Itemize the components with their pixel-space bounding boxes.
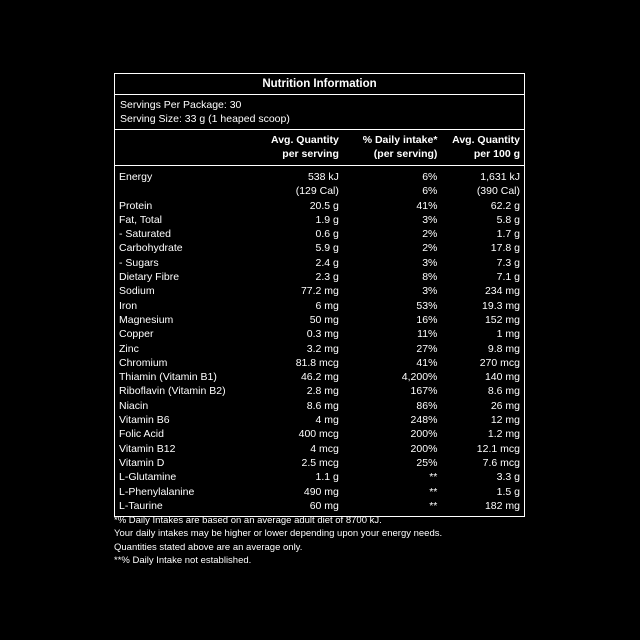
daily-intake-value: 86%	[416, 399, 438, 412]
daily-intake-value: 200%	[410, 428, 438, 441]
per-100g-value: 62.2 g	[490, 199, 520, 212]
per-serving-value: 2.3 g	[315, 271, 339, 284]
header-daily-intake-line1: % Daily intake*	[362, 134, 438, 146]
per-100g-value: 7.3 g	[496, 256, 520, 269]
per-100g-value: 7.1 g	[496, 271, 520, 284]
daily-intake-value: 200%	[410, 442, 438, 455]
per-serving-value: 2.4 g	[315, 256, 339, 269]
per-serving-value: 4 mg	[315, 414, 339, 427]
daily-intake-value: 2%	[422, 228, 438, 241]
nutrient-name: Fat, Total	[119, 213, 162, 226]
per-100g-value: 182 mg	[484, 499, 520, 512]
table-row	[119, 356, 520, 370]
table-row	[119, 470, 520, 484]
nutrient-name: Thiamin (Vitamin B1)	[119, 371, 217, 384]
header-per-100g	[437, 133, 520, 161]
per-serving-value: 1.9 g	[315, 213, 339, 226]
per-100g-value: 1.2 mg	[487, 428, 520, 441]
nutrient-name: - Sugars	[119, 256, 159, 269]
daily-intake-value: 27%	[416, 342, 438, 355]
nutrient-name: Zinc	[119, 342, 139, 355]
table-row	[119, 342, 520, 356]
table-row	[119, 499, 520, 513]
header-per-100g-line2: per 100 g	[473, 148, 520, 160]
per-serving-value: (129 Cal)	[295, 185, 339, 198]
servings-info	[115, 95, 524, 130]
header-per-100g-line1: Avg. Quantity	[452, 134, 520, 146]
footnote-line: *% Daily Intakes are based on an average adult diet of 8700 kJ.	[114, 515, 382, 526]
per-serving-value: 0.6 g	[315, 228, 339, 241]
table-row	[119, 413, 520, 427]
nutrient-name: Niacin	[119, 399, 149, 412]
nutrient-name: Carbohydrate	[119, 242, 183, 255]
per-serving-value: 46.2 mg	[300, 371, 339, 384]
nutrient-name: Vitamin B6	[119, 414, 170, 427]
table-row	[119, 241, 520, 255]
footnote-line: Your daily intakes may be higher or lower depending upon your energy needs.	[114, 528, 443, 540]
table-row	[119, 170, 520, 184]
footnote-line: **% Daily Intake not established.	[114, 554, 252, 566]
nutrient-name: Vitamin D	[119, 456, 165, 469]
daily-intake-value: 41%	[416, 356, 438, 369]
per-100g-value: 26 mg	[490, 399, 520, 412]
daily-intake-value: 25%	[416, 456, 438, 469]
daily-intake-value: 41%	[416, 199, 438, 212]
table-row	[119, 256, 520, 270]
table-row	[119, 442, 520, 456]
table-row	[119, 370, 520, 384]
table-row	[119, 284, 520, 298]
per-100g-value: 270 mcg	[479, 356, 520, 369]
per-100g-value: 19.3 mg	[482, 299, 520, 312]
table-row	[119, 485, 520, 499]
nutrient-name: Sodium	[119, 285, 155, 298]
per-serving-value: 50 mg	[309, 313, 339, 326]
per-100g-value: 1.5 g	[496, 485, 520, 498]
nutrient-name: Dietary Fibre	[119, 271, 180, 284]
per-100g-value: 152 mg	[484, 313, 520, 326]
per-serving-value: 1.1 g	[315, 471, 339, 484]
per-100g-value: 234 mg	[484, 285, 520, 298]
table-row	[119, 456, 520, 470]
per-serving-value: 8.6 mg	[306, 399, 339, 412]
nutrient-name	[119, 184, 246, 198]
per-serving-value: 538 kJ	[307, 171, 339, 183]
header-nutrient	[119, 133, 246, 161]
nutrition-panel	[114, 73, 525, 517]
per-100g-value: 8.6 mg	[487, 385, 520, 398]
nutrient-name: Riboflavin (Vitamin B2)	[119, 385, 226, 398]
header-daily-intake-line2: (per serving)	[373, 148, 438, 160]
nutrient-name: L-Glutamine	[119, 471, 177, 484]
per-100g-value: 12.1 mcg	[476, 442, 520, 455]
table-row	[119, 213, 520, 227]
header-per-serving	[246, 133, 339, 161]
per-100g-value: 1.7 g	[496, 228, 520, 241]
header-per-serving-line2: per serving	[282, 148, 339, 160]
serving-size: Serving Size: 33 g (1 heaped scoop)	[120, 113, 290, 125]
nutrient-name: L-Taurine	[119, 499, 163, 512]
daily-intake-value: **	[429, 471, 438, 484]
nutrient-name: Vitamin B12	[119, 442, 176, 455]
daily-intake-value: 16%	[416, 313, 438, 326]
per-serving-value: 6 mg	[315, 299, 339, 312]
per-100g-value: 17.8 g	[490, 242, 520, 255]
per-serving-value: 2.5 mcg	[301, 456, 339, 469]
nutrient-rows	[115, 166, 524, 516]
nutrient-name: Magnesium	[119, 313, 174, 326]
table-row	[119, 199, 520, 213]
footnotes	[114, 514, 534, 567]
per-serving-value: 2.8 mg	[306, 385, 339, 398]
servings-per-package: Servings Per Package: 30	[120, 99, 242, 111]
header-daily-intake	[339, 133, 438, 161]
per-serving-value: 0.3 mg	[306, 328, 339, 341]
per-100g-value: 140 mg	[484, 371, 520, 384]
daily-intake-value: 53%	[416, 299, 438, 312]
daily-intake-value: 6%	[422, 171, 438, 183]
nutrient-name: Energy	[119, 171, 153, 183]
daily-intake-value: 8%	[422, 271, 438, 284]
nutrient-name: Iron	[119, 299, 138, 312]
daily-intake-value: 167%	[410, 385, 438, 398]
table-row	[119, 184, 520, 198]
per-100g-value: 9.8 mg	[487, 342, 520, 355]
column-header-row	[115, 130, 524, 166]
panel-title: Nutrition Information	[115, 74, 524, 95]
nutrient-name: - Saturated	[119, 228, 171, 241]
nutrient-name: Chromium	[119, 356, 168, 369]
per-serving-value: 5.9 g	[315, 242, 339, 255]
per-100g-value: 7.6 mcg	[482, 456, 520, 469]
daily-intake-value: 11%	[417, 328, 438, 341]
daily-intake-value: **	[429, 499, 438, 512]
table-row	[119, 399, 520, 413]
daily-intake-value: **	[429, 485, 438, 498]
table-row	[119, 384, 520, 398]
footnote-line: Quantities stated above are an average only.	[114, 541, 303, 553]
table-row	[119, 270, 520, 284]
per-100g-value: (390 Cal)	[476, 185, 520, 198]
nutrient-name: Copper	[119, 328, 154, 341]
per-serving-value: 490 mg	[303, 485, 339, 498]
table-row	[119, 313, 520, 327]
per-serving-value: 77.2 mg	[300, 285, 339, 298]
per-serving-value: 81.8 mcg	[295, 356, 339, 369]
header-per-serving-line1: Avg. Quantity	[271, 134, 339, 146]
daily-intake-value: 3%	[422, 285, 438, 298]
per-serving-value: 400 mcg	[298, 428, 339, 441]
per-100g-value: 5.8 g	[496, 213, 520, 226]
daily-intake-value: 2%	[422, 242, 438, 255]
nutrient-name: Folic Acid	[119, 428, 164, 441]
daily-intake-value: 248%	[410, 414, 438, 427]
table-row	[119, 299, 520, 313]
per-100g-value: 1,631 kJ	[480, 171, 520, 183]
per-100g-value: 12 mg	[490, 414, 520, 427]
daily-intake-value: 3%	[422, 256, 438, 269]
per-100g-value: 3.3 g	[496, 471, 520, 484]
per-serving-value: 4 mcg	[310, 442, 339, 455]
per-100g-value: 1 mg	[496, 328, 520, 341]
per-serving-value: 60 mg	[309, 499, 339, 512]
table-row	[119, 327, 520, 341]
per-serving-value: 3.2 mg	[306, 342, 339, 355]
table-row	[119, 427, 520, 441]
nutrient-name: Protein	[119, 199, 153, 212]
daily-intake-value: 4,200%	[401, 371, 438, 384]
per-serving-value: 20.5 g	[309, 199, 339, 212]
daily-intake-value: 6%	[422, 185, 438, 198]
daily-intake-value: 3%	[422, 213, 438, 226]
nutrient-name: L-Phenylalanine	[119, 485, 195, 498]
table-row	[119, 227, 520, 241]
